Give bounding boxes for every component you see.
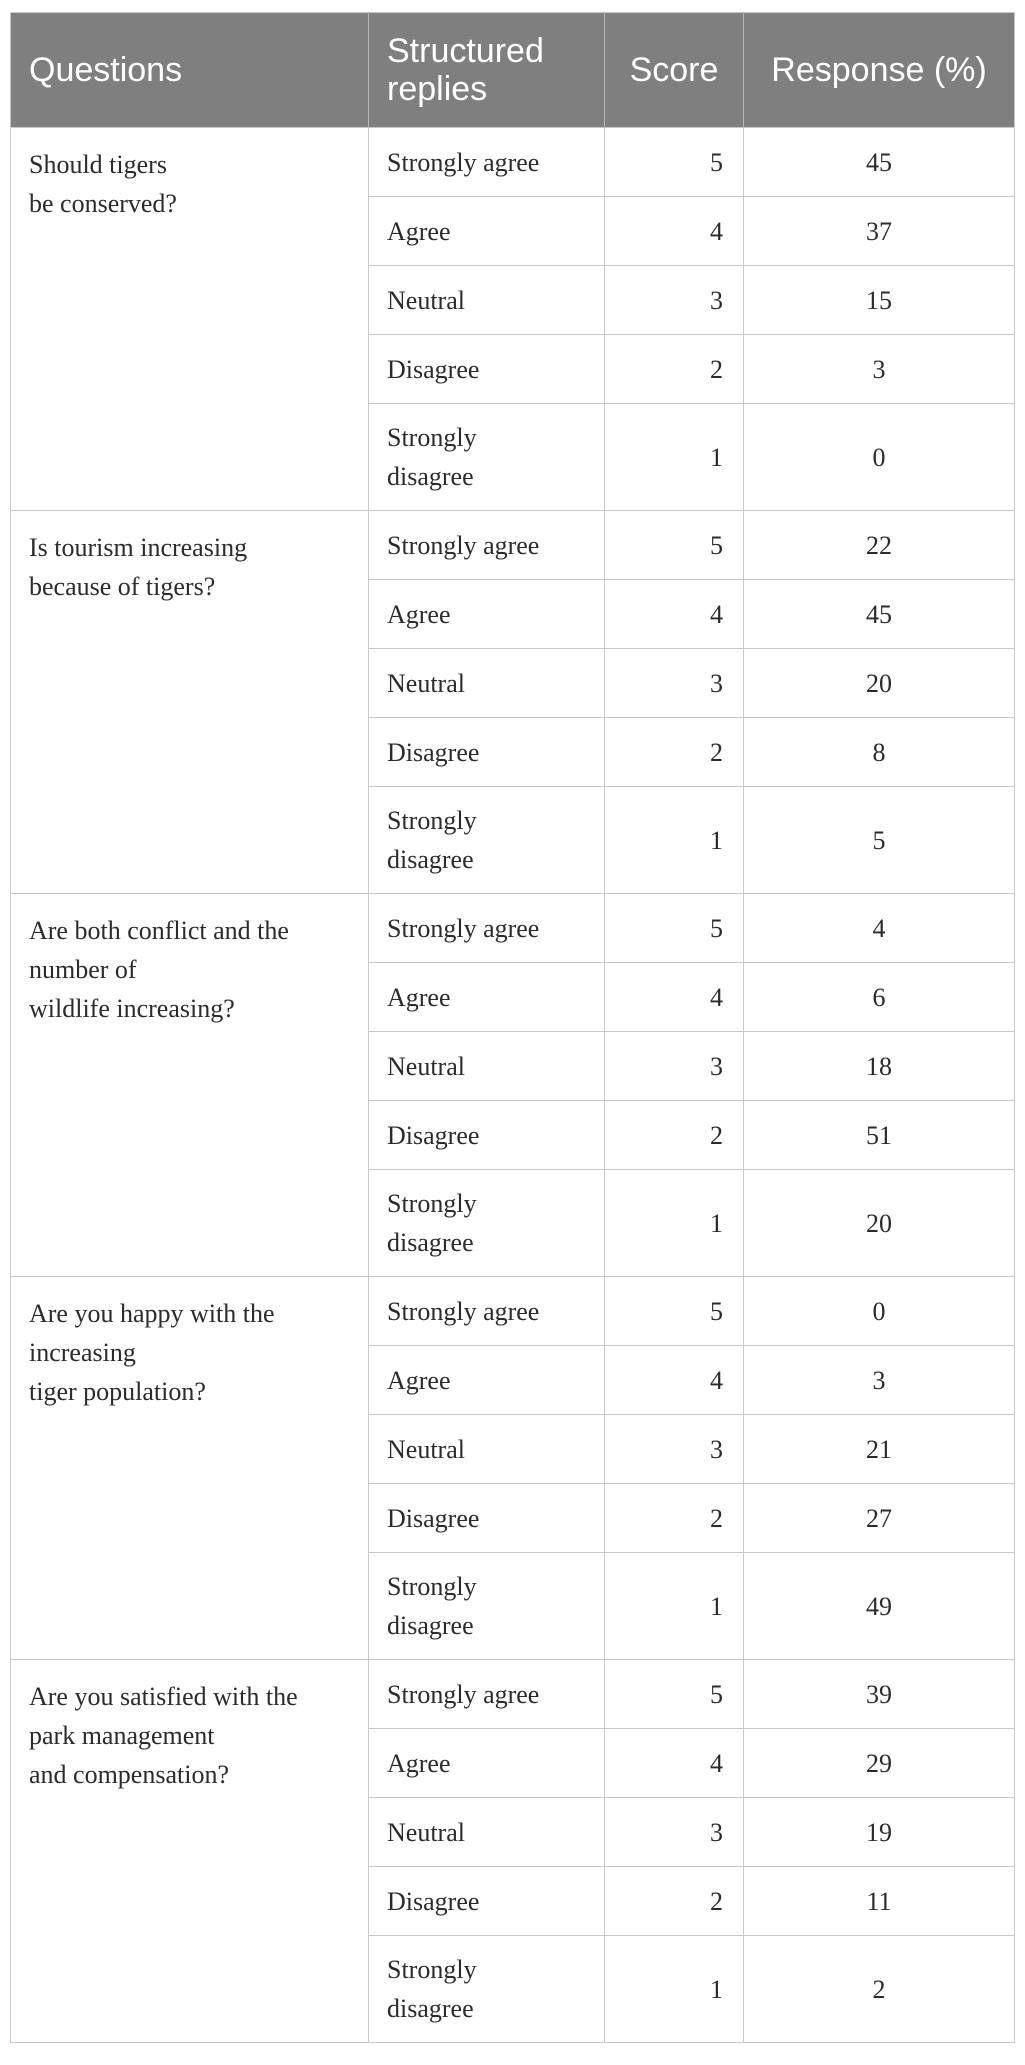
reply-cell: Disagree bbox=[369, 718, 605, 787]
response-cell: 5 bbox=[744, 787, 1015, 894]
reply-cell: Strongly disagree bbox=[369, 1936, 605, 2043]
response-cell: 27 bbox=[744, 1484, 1015, 1553]
score-cell: 1 bbox=[605, 1936, 744, 2043]
response-cell: 6 bbox=[744, 963, 1015, 1032]
survey-table-container bbox=[10, 12, 1014, 2043]
reply-cell: Neutral bbox=[369, 1032, 605, 1101]
header-row bbox=[11, 13, 1015, 128]
score-cell: 5 bbox=[605, 894, 744, 963]
header-score: Score bbox=[605, 13, 744, 128]
score-cell: 5 bbox=[605, 1277, 744, 1346]
score-cell: 4 bbox=[605, 1346, 744, 1415]
response-cell: 49 bbox=[744, 1553, 1015, 1660]
reply-cell: Disagree bbox=[369, 335, 605, 404]
score-cell: 5 bbox=[605, 128, 744, 197]
score-cell: 4 bbox=[605, 580, 744, 649]
score-cell: 4 bbox=[605, 197, 744, 266]
response-cell: 15 bbox=[744, 266, 1015, 335]
table-row bbox=[11, 1277, 1015, 1346]
table-row bbox=[11, 128, 1015, 197]
response-cell: 45 bbox=[744, 128, 1015, 197]
question-cell: Is tourism increasing because of tigers? bbox=[11, 511, 369, 894]
reply-cell: Agree bbox=[369, 580, 605, 649]
reply-cell: Disagree bbox=[369, 1867, 605, 1936]
score-cell: 2 bbox=[605, 1484, 744, 1553]
reply-cell: Agree bbox=[369, 1729, 605, 1798]
score-cell: 3 bbox=[605, 649, 744, 718]
response-cell: 3 bbox=[744, 1346, 1015, 1415]
reply-cell: Strongly agree bbox=[369, 128, 605, 197]
table-row bbox=[11, 894, 1015, 963]
score-cell: 3 bbox=[605, 1798, 744, 1867]
response-cell: 8 bbox=[744, 718, 1015, 787]
score-cell: 2 bbox=[605, 1867, 744, 1936]
response-cell: 19 bbox=[744, 1798, 1015, 1867]
reply-cell: Disagree bbox=[369, 1101, 605, 1170]
table-row bbox=[11, 511, 1015, 580]
reply-cell: Agree bbox=[369, 1346, 605, 1415]
reply-cell: Strongly agree bbox=[369, 1660, 605, 1729]
score-cell: 4 bbox=[605, 963, 744, 1032]
reply-cell: Neutral bbox=[369, 266, 605, 335]
question-cell: Are you satisfied with the park management and compensation? bbox=[11, 1660, 369, 2043]
score-cell: 5 bbox=[605, 511, 744, 580]
header-structured-replies: Structured replies bbox=[369, 13, 605, 128]
score-cell: 1 bbox=[605, 1553, 744, 1660]
response-cell: 11 bbox=[744, 1867, 1015, 1936]
question-cell: Should tigers be conserved? bbox=[11, 128, 369, 511]
reply-cell: Strongly agree bbox=[369, 1277, 605, 1346]
reply-cell: Neutral bbox=[369, 1415, 605, 1484]
reply-cell: Strongly disagree bbox=[369, 1553, 605, 1660]
response-cell: 2 bbox=[744, 1936, 1015, 2043]
score-cell: 2 bbox=[605, 1101, 744, 1170]
score-cell: 2 bbox=[605, 718, 744, 787]
reply-cell: Strongly disagree bbox=[369, 1170, 605, 1277]
response-cell: 21 bbox=[744, 1415, 1015, 1484]
score-cell: 5 bbox=[605, 1660, 744, 1729]
response-cell: 0 bbox=[744, 1277, 1015, 1346]
score-cell: 3 bbox=[605, 1032, 744, 1101]
reply-cell: Agree bbox=[369, 197, 605, 266]
reply-cell: Strongly agree bbox=[369, 894, 605, 963]
score-cell: 1 bbox=[605, 404, 744, 511]
reply-cell: Strongly agree bbox=[369, 511, 605, 580]
response-cell: 22 bbox=[744, 511, 1015, 580]
table-header bbox=[11, 13, 1015, 128]
response-cell: 3 bbox=[744, 335, 1015, 404]
header-response: Response (%) bbox=[744, 13, 1015, 128]
response-cell: 20 bbox=[744, 649, 1015, 718]
table-row bbox=[11, 1660, 1015, 1729]
reply-cell: Strongly disagree bbox=[369, 404, 605, 511]
response-cell: 39 bbox=[744, 1660, 1015, 1729]
reply-cell: Neutral bbox=[369, 1798, 605, 1867]
response-cell: 4 bbox=[744, 894, 1015, 963]
question-cell: Are you happy with the increasing tiger population? bbox=[11, 1277, 369, 1660]
score-cell: 3 bbox=[605, 1415, 744, 1484]
reply-cell: Agree bbox=[369, 963, 605, 1032]
header-questions: Questions bbox=[11, 13, 369, 128]
reply-cell: Disagree bbox=[369, 1484, 605, 1553]
response-cell: 18 bbox=[744, 1032, 1015, 1101]
response-cell: 45 bbox=[744, 580, 1015, 649]
response-cell: 0 bbox=[744, 404, 1015, 511]
score-cell: 1 bbox=[605, 787, 744, 894]
score-cell: 2 bbox=[605, 335, 744, 404]
response-cell: 29 bbox=[744, 1729, 1015, 1798]
response-cell: 37 bbox=[744, 197, 1015, 266]
score-cell: 4 bbox=[605, 1729, 744, 1798]
reply-cell: Neutral bbox=[369, 649, 605, 718]
response-cell: 20 bbox=[744, 1170, 1015, 1277]
table-body bbox=[11, 128, 1015, 2043]
score-cell: 1 bbox=[605, 1170, 744, 1277]
reply-cell: Strongly disagree bbox=[369, 787, 605, 894]
survey-table bbox=[10, 12, 1015, 2043]
question-cell: Are both conflict and the number of wildlife increasing? bbox=[11, 894, 369, 1277]
score-cell: 3 bbox=[605, 266, 744, 335]
response-cell: 51 bbox=[744, 1101, 1015, 1170]
